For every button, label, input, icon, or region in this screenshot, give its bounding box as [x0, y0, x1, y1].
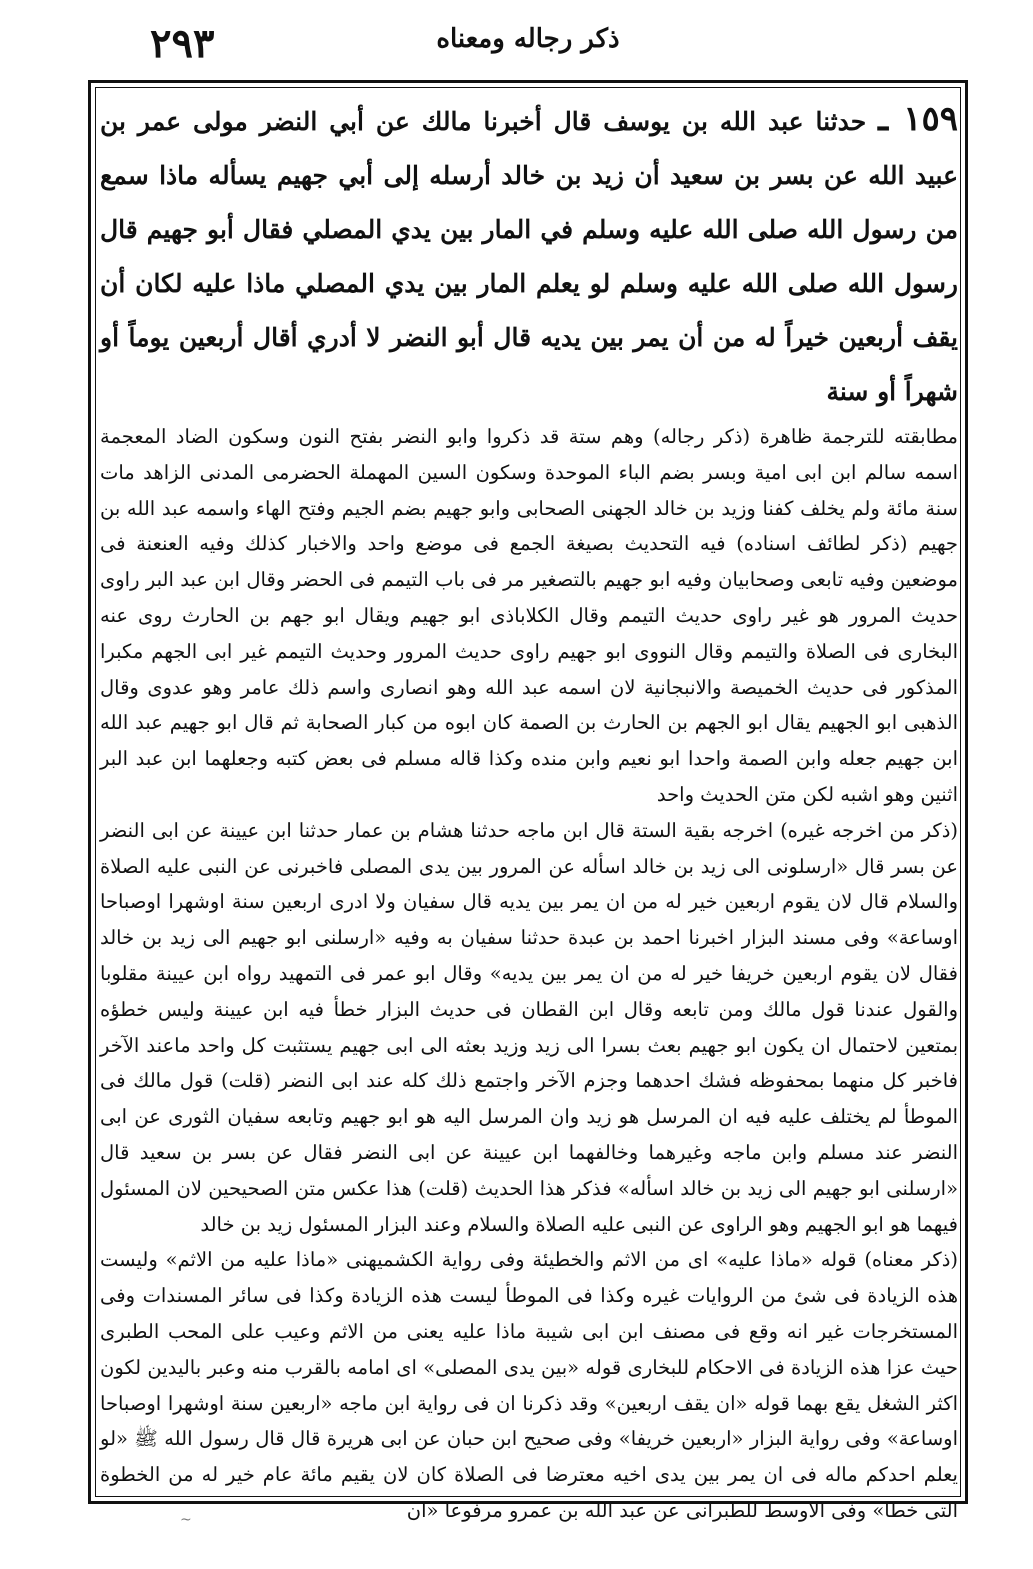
hadith-number: ١٥٩ ـ	[878, 99, 958, 139]
scan-mark: ~	[180, 1512, 192, 1528]
running-title: ذكر رجاله ومعناه	[436, 24, 620, 54]
text-body	[100, 92, 958, 1529]
commentary-paragraph-takhrij: (ذكر من اخرجه غيره) اخرجه بقية الستة قال ابن ماجه حدثنا هشام بن عمار حدثنا ابن عيينة عن ابى النضر عن بسر قال «ارسلونى الى زيد بن خالد اسأله عن المرور بين يدى المصلى فاخبرنى عن النبى عليه الصلاة والسلام قال لان يقوم اربعين خير له من ان يمر بين يديه قال سفيان ولا ادرى اربعين سنة اوشهرا اوصباحا اوساعة» وفى مسند البزار اخبرنا احمد بن عبدة حدثنا سفيان به وفيه «ارسلنى ابو جهيم الى زيد بن خالد فقال لان يقوم اربعين خريفا خير له من ان يمر بين يديه» وقال ابو عمر فى التمهيد رواه ابن عيينة مقلوبا والقول عندنا قول مالك ومن تابعه وقال ابن القطان فى حديث البزار خطأ فيه ابن عيينة وليس خطؤه بمتعين لاحتمال ان يكون ابو جهيم بعث بسرا الى زيد وزيد بعثه الى ابى جهيم يستثبت كل واحد ماعند الآخر فاخبر كل منهما بمحفوظه فشك احدهما وجزم الآخر واجتمع ذلك كله عند ابى النضر (قلت) قول مالك فى الموطأ لم يختلف عليه فيه ان المرسل هو زيد وان المرسل اليه هو ابو جهيم وتابعه سفيان الثورى عن ابى النضر عند مسلم وابن ماجه وغيرهما وخالفهما ابن عيينة عن ابى النضر فقال عن بسر بن سعيد قال «ارسلنى ابو جهيم الى زيد بن خالد اسأله» فذكر هذا الحديث (قلت) هذا عكس متن الصحيحين لان المسئول فيهما هو ابو الجهيم وهو الراوى عن النبى عليه الصلاة والسلام وعند البزار المسئول زيد بن خالد	[100, 818, 958, 1236]
hadith-text	[100, 92, 958, 419]
hadith-body: حدثنا عبد الله بن يوسف قال أخبرنا مالك عن أبي النضر مولى عمر بن عبيد الله عن بسر بن سعيد أن زيد بن خالد أرسله إلى أبي جهيم يسأله ماذا سمع من رسول الله صلى الله عليه وسلم في المار بين يدي المصلي فقال أبو جهيم قال رسول الله صلى الله عليه وسلم لو يعلم المار بين يدي المصلي ماذا عليه لكان أن يقف أربعين خيراً له من أن يمر بين يديه قال أبو النضر لا أدري أقال أربعين يوماً أو شهراً أو سنة	[100, 107, 958, 406]
page-header	[88, 18, 968, 76]
commentary-paragraph-rijal: مطابقته للترجمة ظاهرة (ذكر رجاله) وهم ستة قد ذكروا وابو النضر بفتح النون وسكون الضاد المعجمة اسمه سالم ابن ابى امية وبسر بضم الباء الموحدة وسكون السين المهملة الحضرمى المدنى الزاهد مات سنة مائة ولم يخلف كفنا وزيد بن خالد الجهنى الصحابى وابو جهيم بضم الجيم وفتح الهاء واسمه عبد الله بن جهيم (ذكر لطائف اسناده) فيه التحديث بصيغة الجمع فى موضع واحد والاخبار كذلك وفيه العنعنة فى موضعين وفيه تابعى وصحابيان وفيه ابو جهيم بالتصغير مر فى باب التيمم فى الحضر وقال ابن عبد البر راوى حديث المرور هو غير راوى حديث التيمم وقال الكلاباذى ابو جهيم ويقال ابو جهم بن الحارث روى عنه البخارى فى الصلاة والتيمم وقال النووى ابو جهيم راوى حديث المرور وحديث التيمم غير ابى الجهم مكبرا المذكور فى حديث الخميصة والانبجانية لان اسمه عبد الله وهو انصارى واسم ذلك عامر وهو عدوى وقال الذهبى ابو الجهيم يقال ابو الجهم بن الحارث بن الصمة كان ابوه من كبار الصحابة ثم قال ابو جهيم عبد الله ابن جهيم جعله وابن الصمة واحدا ابو نعيم وابن منده وكذا قاله مسلم فى بعض كتبه وجعلهما ابن عبد البر اثنين وهو اشبه لكن متن الحديث واحد	[100, 425, 958, 806]
page-number: ۲۹۳	[150, 20, 215, 67]
commentary-paragraph-meaning: (ذكر معناه) قوله «ماذا عليه» اى من الاثم والخطيئة وفى رواية الكشميهنى «ماذا عليه من الاثم» وليست هذه الزيادة فى شئ من الروايات غيره وكذا فى الموطأ ليست هذه الزيادة وكذا فى سائر المسندات وفى المستخرجات غير انه وقع فى مصنف ابن ابى شيبة ماذا عليه يعنى من الاثم وعيب على المحب الطبرى حيث عزا هذه الزيادة فى الاحكام للبخارى قوله «بين يدى المصلى» اى امامه بالقرب منه وعبر باليدين لكون اكثر الشغل يقع بهما قوله «ان يقف اربعين» وقد ذكرنا ان فى رواية ابن ماجه «اربعين سنة اوشهرا اوصباحا اوساعة» وفى رواية البزار «اربعين خريفا» وفى صحيح ابن حبان عن ابى هريرة قال قال رسول الله ﷺ «لو يعلم احدكم ماله فى ان يمر بين يدى اخيه معترضا فى الصلاة كان لان يقيم مائة عام خير له من الخطوة التى خطا» وفى الاوسط للطبرانى عن عبد الله بن عمرو مرفوعا «ان	[100, 1248, 958, 1522]
